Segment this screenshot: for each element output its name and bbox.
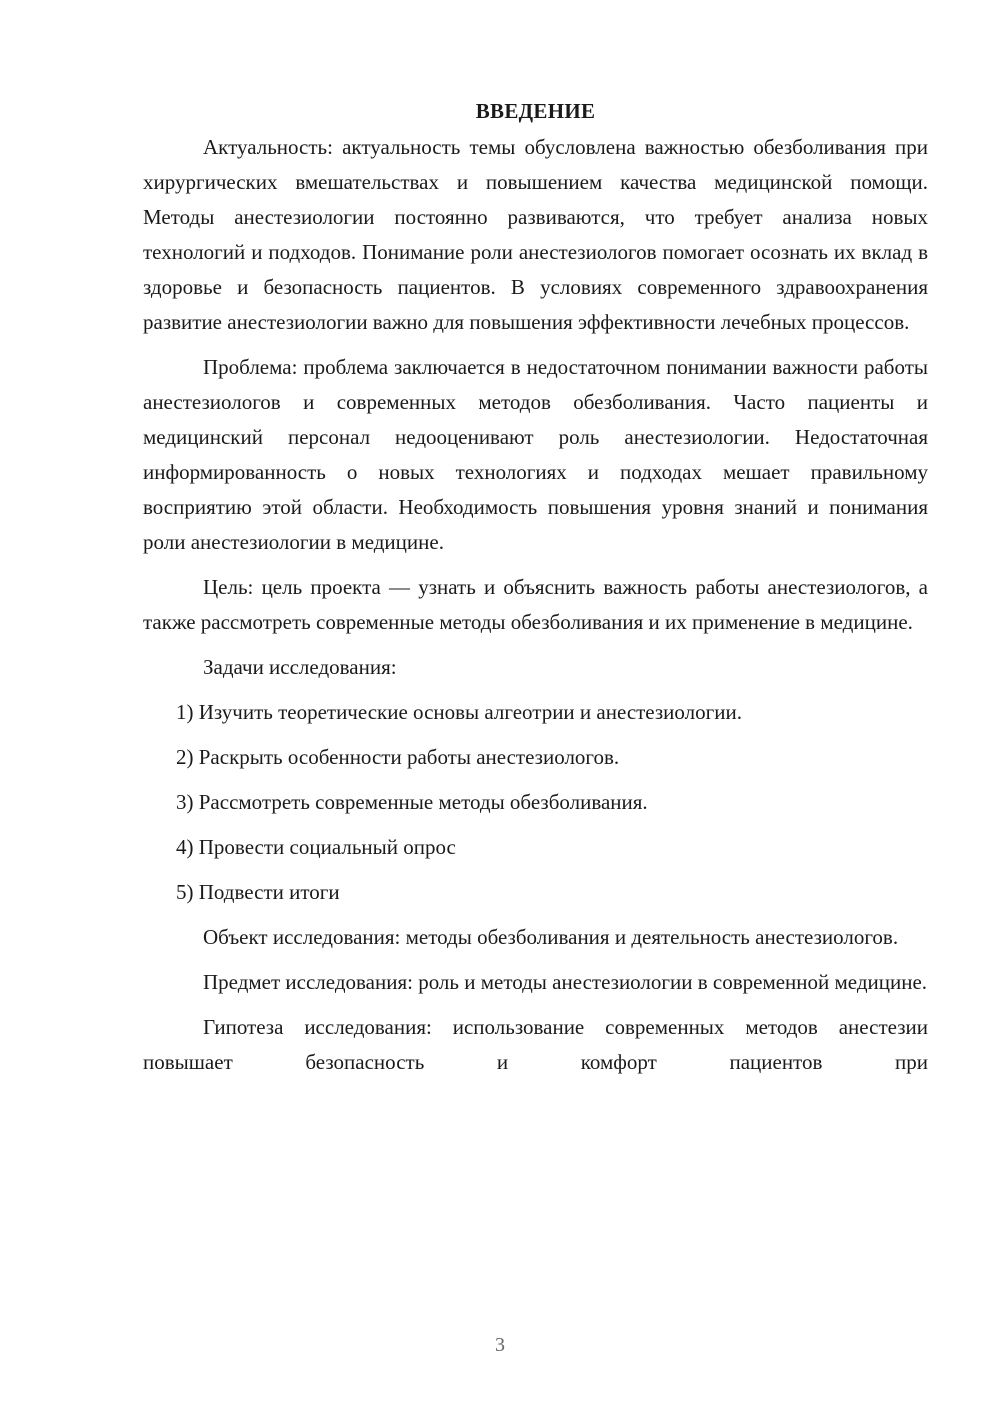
research-object-paragraph: Объект исследования: методы обезболивания и деятельность анестезиологов. <box>203 925 899 949</box>
page-title: ВВЕДЕНИЕ <box>475 99 596 123</box>
task-item: 1) Изучить теоретические основы алгеотрии и анестезиологии. <box>176 700 742 724</box>
problem-paragraph: Проблема: проблема заключается в недостаточном понимании важности работы анестезиологов и современных методов обезболивания. Часто пациенты и медицинский персонал недооценивают роль анестезиологии. Недостаточная информированность о новых технологиях и подходах мешает правильному восприятию этой области. Необходимость повышения уровня знаний и понимания роли анестезиологии в медицине. <box>143 355 928 554</box>
goal-paragraph: Цель: цель проекта — узнать и объяснить важность работы анестезиологов, а также рассмотреть современные методы обезболивания и их применение в медицине. <box>143 575 928 634</box>
page-content <box>143 94 928 1090</box>
task-item: 5) Подвести итоги <box>176 880 340 904</box>
tasks-heading: Задачи исследования: <box>203 655 397 679</box>
relevance-paragraph: Актуальность: актуальность темы обусловлена важностью обезболивания при хирургических вмешательствах и повышением качества медицинской помощи. Методы анестезиологии постоянно развиваются, что требует анализа новых технологий и подходов. Понимание роли анестезиологов помогает осознать их вклад в здоровье и безопасность пациентов. В условиях современного здравоохранения развитие анестезиологии важно для повышения эффективности лечебных процессов. <box>143 135 928 334</box>
page-number: 3 <box>495 1334 505 1356</box>
hypothesis-paragraph: Гипотеза исследования: использование современных методов анестезии повышает безопасность и комфорт пациентов при <box>143 1015 928 1074</box>
task-item: 3) Рассмотреть современные методы обезболивания. <box>176 790 648 814</box>
research-subject-paragraph: Предмет исследования: роль и методы анестезиологии в современной медицине. <box>203 970 928 994</box>
task-item: 4) Провести социальный опрос <box>176 835 456 859</box>
task-item: 2) Раскрыть особенности работы анестезиологов. <box>176 745 620 769</box>
